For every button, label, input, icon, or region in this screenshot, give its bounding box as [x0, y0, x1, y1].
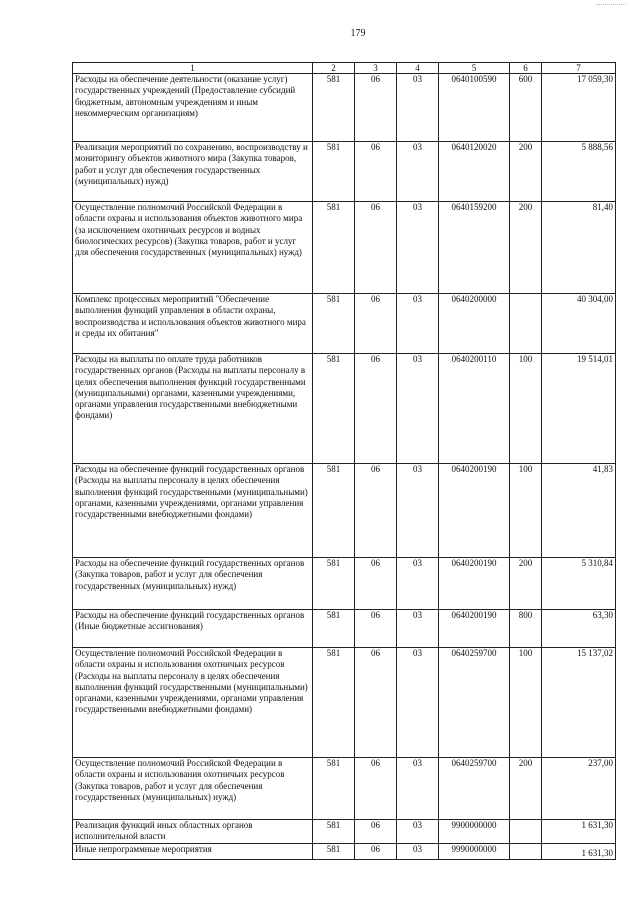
section-code: 06 [355, 648, 397, 758]
ministry-code: 581 [313, 610, 355, 648]
ministry-code: 581 [313, 844, 355, 860]
amount: 1 631,30 [542, 844, 616, 860]
table-row [73, 844, 616, 860]
column-header: 1 [73, 63, 313, 74]
table-row [73, 558, 616, 610]
amount: 63,30 [542, 610, 616, 648]
column-header: 5 [439, 63, 510, 74]
expense-type-code [510, 844, 542, 860]
section-code: 06 [355, 558, 397, 610]
target-article-code: 9900000000 [439, 820, 510, 844]
amount: 81,40 [542, 202, 616, 294]
section-code: 06 [355, 844, 397, 860]
ministry-code: 581 [313, 758, 355, 820]
ministry-code: 581 [313, 142, 355, 202]
ministry-code: 581 [313, 558, 355, 610]
row-name: Расходы на обеспечение функций государственных органов (Расходы на выплаты персоналу в целях обеспечения выполнения функций государственными (муниципальными) органами, казенными учреждениями, органами управления государственными внебюджетными фондами) [73, 464, 313, 558]
section-code: 06 [355, 202, 397, 294]
ministry-code: 581 [313, 74, 355, 142]
row-name: Расходы на обеспечение деятельности (оказание услуг) государственных учреждений (Предоставление субсидий бюджетным, автономным учреждениям и иным некоммерческим организациям) [73, 74, 313, 142]
subsection-code: 03 [397, 294, 439, 354]
table-row [73, 74, 616, 142]
section-code: 06 [355, 354, 397, 464]
expense-type-code: 200 [510, 142, 542, 202]
expense-type-code: 800 [510, 610, 542, 648]
table-row [73, 820, 616, 844]
target-article-code: 0640259700 [439, 648, 510, 758]
header-row [73, 63, 616, 74]
table-row [73, 294, 616, 354]
column-header: 6 [510, 63, 542, 74]
row-name: Реализация функций иных областных органов исполнительной власти [73, 820, 313, 844]
subsection-code: 03 [397, 648, 439, 758]
table-row [73, 354, 616, 464]
target-article-code: 0640100590 [439, 74, 510, 142]
section-code: 06 [355, 294, 397, 354]
target-article-code: 0640159200 [439, 202, 510, 294]
ministry-code: 581 [313, 464, 355, 558]
row-name: Осуществление полномочий Российской Федерации в области охраны и использования объектов животного мира (за исключением охотничьих ресурсов и водных биологических ресурсов) (Закупка товаров, работ и услуг для обеспечения государственных (муниципальных) нужд) [73, 202, 313, 294]
section-code: 06 [355, 820, 397, 844]
amount: 1 631,30 [542, 820, 616, 844]
amount: 5 888,56 [542, 142, 616, 202]
row-name: Иные непрограммные мероприятия [73, 844, 313, 860]
target-article-code: 0640259700 [439, 758, 510, 820]
budget-table [72, 62, 616, 860]
table-row [73, 142, 616, 202]
ministry-code: 581 [313, 648, 355, 758]
amount: 40 304,00 [542, 294, 616, 354]
subsection-code: 03 [397, 202, 439, 294]
row-name: Осуществление полномочий Российской Федерации в области охраны и использования охотничьих ресурсов (Расходы на выплаты персоналу в целях обеспечения выполнения функций государственными (муниципальными) органами, казенными учреждениями, органами управления государственными внебюджетными фондами) [73, 648, 313, 758]
scan-mark [596, 4, 626, 6]
subsection-code: 03 [397, 74, 439, 142]
row-name: Комплекс процессных мероприятий "Обеспечение выполнения функций управления в области охраны, воспроизводства и использования объектов животного мира и среды их обитания" [73, 294, 313, 354]
target-article-code: 0640120020 [439, 142, 510, 202]
row-name: Расходы на обеспечение функций государственных органов (Закупка товаров, работ и услуг для обеспечения государственных (муниципальных) нужд) [73, 558, 313, 610]
table-row [73, 202, 616, 294]
table-row [73, 464, 616, 558]
subsection-code: 03 [397, 844, 439, 860]
expense-type-code: 200 [510, 202, 542, 294]
section-code: 06 [355, 142, 397, 202]
subsection-code: 03 [397, 142, 439, 202]
expense-type-code: 600 [510, 74, 542, 142]
expense-type-code: 100 [510, 464, 542, 558]
target-article-code: 0640200190 [439, 464, 510, 558]
section-code: 06 [355, 758, 397, 820]
column-header: 7 [542, 63, 616, 74]
section-code: 06 [355, 464, 397, 558]
amount: 41,83 [542, 464, 616, 558]
expense-type-code: 200 [510, 758, 542, 820]
amount: 15 137,02 [542, 648, 616, 758]
column-header: 3 [355, 63, 397, 74]
subsection-code: 03 [397, 758, 439, 820]
subsection-code: 03 [397, 820, 439, 844]
target-article-code: 0640200000 [439, 294, 510, 354]
row-name: Расходы на обеспечение функций государственных органов (Иные бюджетные ассигнования) [73, 610, 313, 648]
target-article-code: 9990000000 [439, 844, 510, 860]
subsection-code: 03 [397, 558, 439, 610]
expense-type-code [510, 820, 542, 844]
amount: 5 310,84 [542, 558, 616, 610]
target-article-code: 0640200110 [439, 354, 510, 464]
amount: 237,00 [542, 758, 616, 820]
ministry-code: 581 [313, 294, 355, 354]
ministry-code: 581 [313, 820, 355, 844]
expense-type-code: 200 [510, 558, 542, 610]
expense-type-code: 100 [510, 648, 542, 758]
table-row [73, 610, 616, 648]
subsection-code: 03 [397, 610, 439, 648]
section-code: 06 [355, 610, 397, 648]
ministry-code: 581 [313, 354, 355, 464]
section-code: 06 [355, 74, 397, 142]
subsection-code: 03 [397, 354, 439, 464]
ministry-code: 581 [313, 202, 355, 294]
row-name: Реализация мероприятий по сохранению, воспроизводству и мониторингу объектов животного мира (Закупка товаров, работ и услуг для обеспечения государственных (муниципальных) нужд) [73, 142, 313, 202]
table-row [73, 758, 616, 820]
row-name: Осуществление полномочий Российской Федерации в области охраны и использования охотничьих ресурсов (Закупка товаров, работ и услуг для обеспечения государственных (муниципальных) нужд) [73, 758, 313, 820]
target-article-code: 0640200190 [439, 610, 510, 648]
column-header: 2 [313, 63, 355, 74]
amount: 17 059,30 [542, 74, 616, 142]
target-article-code: 0640200190 [439, 558, 510, 610]
expense-type-code [510, 294, 542, 354]
row-name: Расходы на выплаты по оплате труда работников государственных органов (Расходы на выплаты персоналу в целях обеспечения выполнения функций государственными (муниципальными) органами, казенными учреждениями, органами управления государственными внебюджетными фондами) [73, 354, 313, 464]
column-header: 4 [397, 63, 439, 74]
amount: 19 514,01 [542, 354, 616, 464]
subsection-code: 03 [397, 464, 439, 558]
table-row [73, 648, 616, 758]
expense-type-code: 100 [510, 354, 542, 464]
page-number: 179 [350, 28, 366, 39]
